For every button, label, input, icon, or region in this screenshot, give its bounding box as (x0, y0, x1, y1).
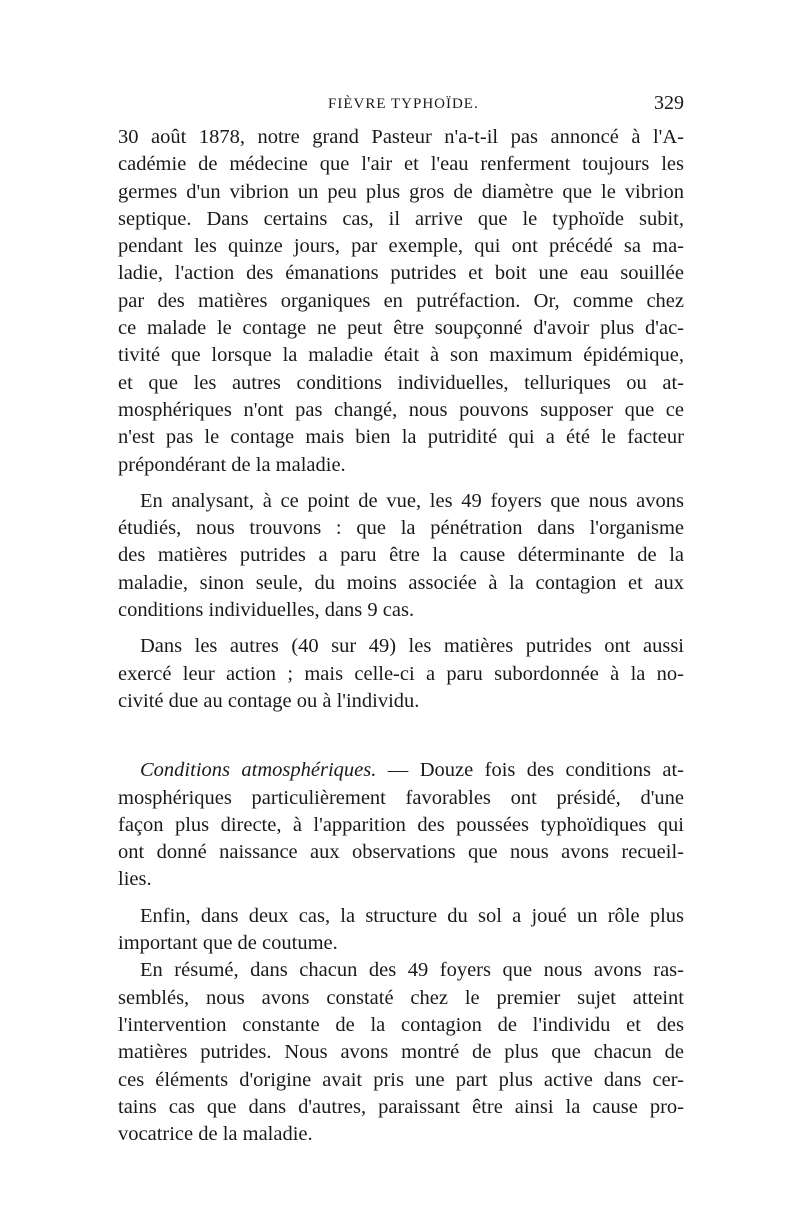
text-line: germes d'un vibrion un peu plus gros de diamètre que le vibrion (118, 180, 684, 203)
text-line: cadémie de médecine que l'air et l'eau renferment toujours les (118, 153, 684, 176)
text-line: pendant les quinze jours, par exemple, qui ont précédé sa ma- (118, 235, 684, 258)
text-line: l'intervention constante de la contagion de l'individu et des (118, 1013, 684, 1036)
text-line: Dans les autres (40 sur 49) les matières putrides ont aussi (140, 635, 684, 658)
text-line: ladie, l'action des émanations putrides et boit une eau souillée (118, 262, 684, 285)
text-line: lies. (118, 868, 152, 891)
text-line: façon plus directe, à l'apparition des poussées typhoïdiques qui (118, 813, 684, 836)
page-header (118, 92, 684, 122)
page-number: 329 (654, 92, 684, 114)
paragraph (118, 124, 684, 479)
text-line: civité due au contage ou à l'individu. (118, 689, 420, 712)
text-line: important que de coutume. (118, 932, 338, 955)
text-line: étudiés, nous trouvons : que la pénétration dans l'organisme (118, 517, 684, 540)
body-text (118, 124, 684, 1148)
text-line: tains cas que dans d'autres, paraissant être ainsi la cause pro- (118, 1095, 684, 1118)
text-line: ces éléments d'origine avait pris une part plus active dans cer- (118, 1068, 684, 1091)
paragraph (118, 957, 684, 1148)
text-line: exercé leur action ; mais celle-ci a paru subordonnée à la no- (118, 662, 684, 685)
text-run: — Douze fois des conditions at- (376, 759, 684, 782)
text-line: n'est pas le contage mais bien la putridité qui a été le facteur (118, 426, 684, 449)
text-line: ont donné naissance aux observations que nous avons recueil- (118, 841, 684, 864)
running-title: FIÈVRE TYPHOÏDE. (328, 96, 479, 112)
text-line: semblés, nous avons constaté chez le premier sujet atteint (118, 986, 684, 1009)
text-line: 30 août 1878, notre grand Pasteur n'a-t-il pas annoncé à l'A- (118, 126, 684, 148)
text-line: tivité que lorsque la maladie était à son maximum épidémique, (118, 344, 684, 367)
paragraph (118, 903, 684, 958)
text-line: mosphériques particulièrement favorables ont présidé, d'une (118, 786, 684, 809)
paragraph (118, 633, 684, 715)
text-line: conditions individuelles, dans 9 cas. (118, 599, 415, 622)
paragraph (118, 488, 684, 624)
text-line: En analysant, à ce point de vue, les 49 foyers que nous avons (140, 489, 684, 512)
text-line: matières putrides. Nous avons montré de plus que chacun de (118, 1041, 684, 1064)
section-lead: Conditions atmosphériques. (140, 759, 377, 782)
text-line: maladie, sinon seule, du moins associée à la contagion et aux (118, 571, 684, 594)
text-line (118, 757, 684, 784)
text-line: et que les autres conditions individuelles, telluriques ou at- (118, 371, 684, 394)
text-line: vocatrice de la maladie. (118, 1123, 313, 1146)
text-line: Enfin, dans deux cas, la structure du sol a joué un rôle plus (140, 904, 684, 927)
text-line: des matières putrides a paru être la cause déterminante de la (118, 544, 684, 567)
text-line: En résumé, dans chacun des 49 foyers que nous avons ras- (140, 959, 684, 982)
text-line: mosphériques n'ont pas changé, nous pouvons supposer que ce (118, 398, 684, 421)
text-line: par des matières organiques en putréfaction. Or, comme chez (118, 289, 684, 312)
text-line: prépondérant de la maladie. (118, 453, 346, 476)
paragraph (118, 757, 684, 893)
text-line: septique. Dans certains cas, il arrive que le typhoïde subit, (118, 207, 684, 230)
text-line: ce malade le contage ne peut être soupçonné d'avoir plus d'ac- (118, 317, 684, 340)
